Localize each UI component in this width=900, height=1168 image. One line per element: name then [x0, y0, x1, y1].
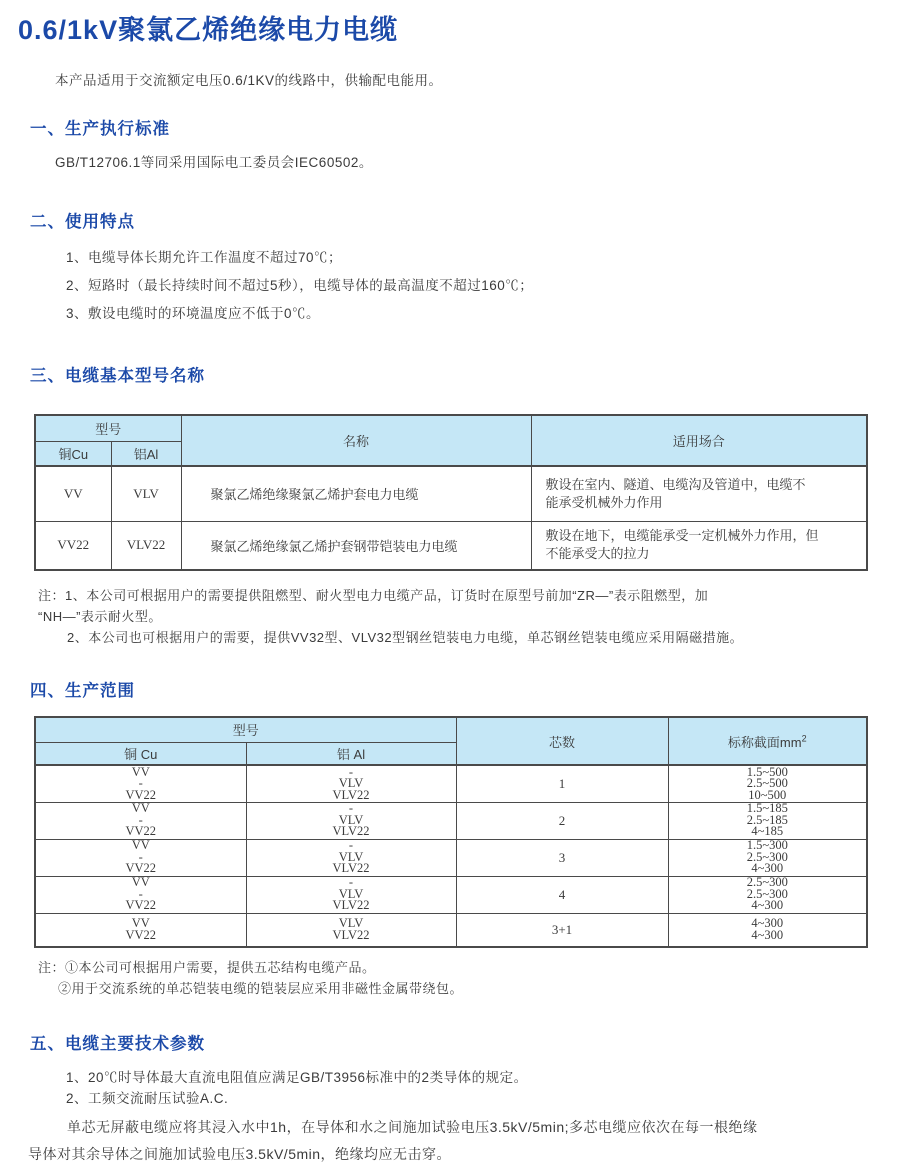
note-line: 注：①本公司可根据用户需要，提供五芯结构电缆产品。	[38, 960, 376, 975]
header-cell-al: 铝Al	[111, 441, 181, 466]
model-line: VLV	[338, 916, 364, 931]
model-line: -	[138, 886, 143, 901]
section-range: 4~300	[751, 861, 784, 876]
model-line: VLV	[338, 849, 364, 864]
application-line: 不能承受大的拉力	[545, 546, 650, 562]
model-line: -	[138, 776, 143, 790]
section-heading-technical-parameters: 五、电缆主要技术参数	[30, 1035, 205, 1053]
section-range: 1.5~185	[746, 801, 788, 816]
cell-al-models	[246, 876, 456, 913]
section-range: 2.5~300	[746, 886, 788, 901]
model-line: VV22	[125, 861, 157, 876]
section-unit-superscript: 2	[801, 733, 807, 744]
model-line: VV	[131, 764, 150, 779]
model-line: -	[348, 838, 354, 853]
section-range: 2.5~300	[746, 849, 788, 864]
feature-item: 2、短路时（最长持续时间不超过5秒），电缆导体的最高温度不超过160℃；	[66, 278, 534, 293]
table-row	[35, 839, 867, 876]
cell-cu-models	[35, 913, 246, 947]
header-cell-application: 适用场合	[531, 415, 867, 466]
header-cell-section	[668, 717, 867, 765]
model-table-notes	[38, 585, 900, 648]
paragraph-line: 导体对其余导体之间施加试验电压3.5kV/5min，绝缘均应无击穿。	[28, 1146, 452, 1162]
model-line: VLV22	[332, 787, 370, 802]
model-line: VV	[131, 838, 150, 853]
model-line: VLV22	[332, 861, 370, 876]
cell-al-model: VLV	[111, 466, 181, 521]
cell-sections	[668, 802, 867, 839]
cell-al-models	[246, 839, 456, 876]
section-range: 2.5~500	[746, 776, 788, 790]
cell-core-count: 3	[456, 839, 668, 876]
model-line: VLV22	[332, 898, 370, 913]
cell-cu-models	[35, 876, 246, 913]
model-line: -	[138, 812, 143, 827]
table-row	[35, 521, 867, 570]
table-header-row	[35, 415, 867, 441]
cell-core-count: 2	[456, 802, 668, 839]
header-cell-cu: 铜 Cu	[35, 742, 246, 765]
model-line: VV	[131, 875, 150, 890]
model-line: VLV	[338, 886, 364, 901]
cell-al-models	[246, 765, 456, 802]
section-heading-features: 二、使用特点	[30, 213, 135, 231]
table-row	[35, 802, 867, 839]
paragraph-line: 单芯无屏蔽电缆应将其浸入水中1h，在导体和水之间施加试验电压3.5kV/5min;多芯电缆应依次在每一根绝缘	[67, 1119, 758, 1135]
model-line: VLV	[338, 812, 364, 827]
model-line: -	[348, 801, 354, 816]
application-line: 敷设在地下，电缆能承受一定机械外力作用，但	[545, 528, 819, 544]
section-range: 1.5~300	[746, 838, 788, 853]
cell-cu-model: VV	[35, 466, 111, 521]
model-line: -	[138, 849, 143, 864]
cell-al-models	[246, 802, 456, 839]
cell-cu-models	[35, 802, 246, 839]
note-line: ②用于交流系统的单芯铠装电缆的铠装层应采用非磁性金属带绕包。	[58, 981, 464, 996]
parameter-item: 2、工频交流耐压试验A.C.	[66, 1091, 229, 1106]
model-name-table	[34, 414, 868, 571]
section-unit-text: 标称截面mm	[727, 734, 802, 750]
model-line: VLV	[338, 776, 364, 790]
cell-sections	[668, 876, 867, 913]
model-line: -	[348, 764, 354, 779]
cell-core-count: 1	[456, 765, 668, 802]
cell-cu-model: VV22	[35, 521, 111, 570]
parameter-list	[0, 1067, 900, 1109]
feature-list	[0, 244, 900, 328]
cell-application	[531, 521, 867, 570]
model-line: VV22	[125, 824, 157, 839]
cell-al-models	[246, 913, 456, 947]
section-heading-production-range: 四、生产范围	[30, 682, 135, 700]
standards-text: GB/T12706.1等同采用国际电工委员会IEC60502。	[55, 155, 373, 170]
page-title: 0.6/1kV聚氯乙烯绝缘电力电缆	[18, 15, 399, 45]
model-line: VLV22	[332, 927, 370, 942]
cell-al-model: VLV22	[111, 521, 181, 570]
section-range: 4~185	[751, 824, 784, 839]
cell-sections	[668, 765, 867, 802]
section-range: 10~500	[748, 787, 787, 802]
header-cell-cores: 芯数	[456, 717, 668, 765]
cell-core-count: 3+1	[456, 913, 668, 947]
section-heading-standards: 一、生产执行标准	[30, 120, 170, 138]
section-range: 4~300	[751, 916, 784, 931]
cell-sections	[668, 839, 867, 876]
section-range: 2.5~185	[746, 812, 788, 827]
model-line: VV22	[125, 927, 157, 942]
model-line: VV22	[125, 787, 157, 802]
table-row	[35, 466, 867, 521]
production-range-table	[34, 716, 868, 948]
model-line: VV	[131, 801, 150, 816]
model-line: VV	[131, 916, 150, 931]
cell-core-count: 4	[456, 876, 668, 913]
model-line: VV22	[125, 898, 157, 913]
model-line: -	[348, 875, 354, 890]
feature-item: 3、敷设电缆时的环境温度应不低于0℃。	[66, 306, 321, 321]
section-heading-model-names: 三、电缆基本型号名称	[30, 367, 205, 385]
section-range: 4~300	[751, 927, 784, 942]
feature-item: 1、电缆导体长期允许工作温度不超过70℃；	[66, 250, 343, 265]
header-cell-al: 铝 Al	[246, 742, 456, 765]
cell-cu-models	[35, 765, 246, 802]
cell-name: 聚氯乙烯绝缘氯乙烯护套钢带铠装电力电缆	[181, 521, 531, 570]
parameter-item: 1、20℃时导体最大直流电阻值应满足GB/T3956标准中的2类导体的规定。	[66, 1070, 528, 1085]
document-page	[0, 8, 900, 1168]
table-header-row	[35, 717, 867, 742]
section-range: 4~300	[751, 898, 784, 913]
header-cell-model: 型号	[35, 717, 456, 742]
table-row	[35, 765, 867, 802]
header-cell-model: 型号	[35, 415, 181, 441]
note-line: 2、本公司也可根据用户的需要，提供VV32型、VLV32型钢丝铠装电力电缆，单芯钢丝铠装电缆应采用隔磁措施。	[67, 630, 744, 645]
intro-paragraph: 本产品适用于交流额定电压0.6/1KV的线路中，供输配电能用。	[55, 73, 443, 88]
application-line: 敷设在室内、隧道、电缆沟及管道中，电缆不	[545, 476, 806, 492]
voltage-test-paragraph	[28, 1114, 884, 1168]
section-range: 2.5~300	[746, 875, 788, 890]
note-line: “NH—”表示耐火型。	[38, 609, 162, 624]
application-line: 能承受机械外力作用	[545, 494, 663, 510]
header-cell-cu: 铜Cu	[35, 441, 111, 466]
model-line: VLV22	[332, 824, 370, 839]
cell-application	[531, 466, 867, 521]
section-range: 1.5~500	[746, 764, 788, 779]
header-cell-name: 名称	[181, 415, 531, 466]
cell-name: 聚氯乙烯绝缘聚氯乙烯护套电力电缆	[181, 466, 531, 521]
note-line: 注：1、本公司可根据用户的需要提供阻燃型、耐火型电力电缆产品，订货时在原型号前加“ZR—”表示阻燃型，加	[38, 588, 709, 603]
cell-cu-models	[35, 839, 246, 876]
production-table-notes	[38, 957, 900, 999]
table-row	[35, 913, 867, 947]
table-row	[35, 876, 867, 913]
cell-sections	[668, 913, 867, 947]
